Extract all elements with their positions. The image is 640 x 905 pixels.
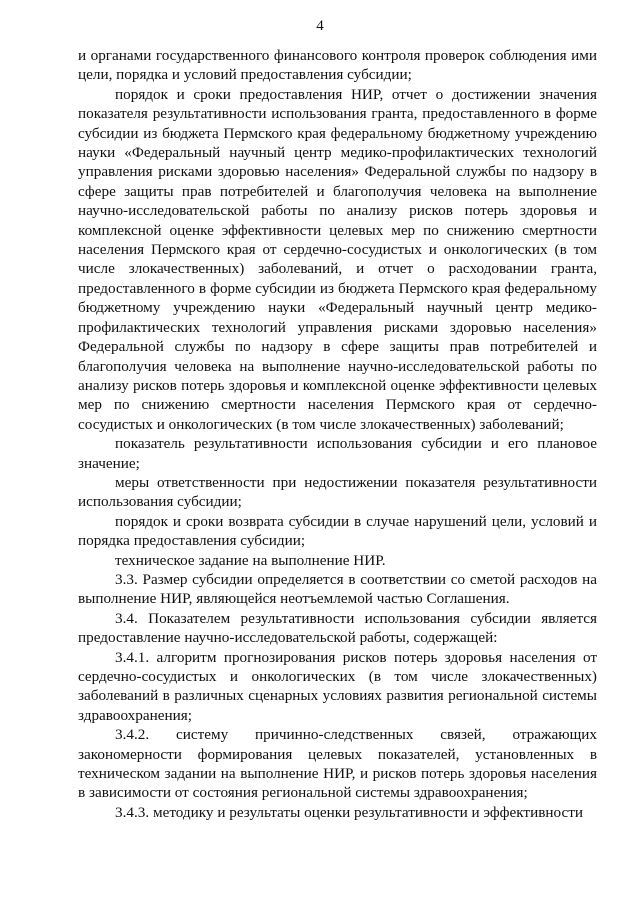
paragraph-3-3: 3.3. Размер субсидии определяется в соответствии со сметой расходов на выполнение НИР, являющейся неотъемлемой частью Соглашения. [78, 570, 597, 608]
page-number: 4 [316, 18, 324, 34]
document-body [78, 46, 597, 822]
paragraph-refund-order: порядок и сроки возврата субсидии в случае нарушений цели, условий и порядка предоставления субсидии; [78, 512, 597, 550]
paragraph-performance-indicator: показатель результативности использования субсидии и его плановое значение; [78, 435, 597, 472]
paragraph-3-4-2: 3.4.2. систему причинно-следственных связей, отражающих закономерности формирования целевых показателей, установленных в техническом задании на выполнение НИР, и рисков потерь здоровья населения в зависимости от состояния региональной системы здравоохранения; [78, 726, 597, 802]
paragraph-continued: и органами государственного финансового контроля проверок соблюдения ими цели, порядка и условий предоставления субсидии; [78, 47, 597, 84]
paragraph-technical-task: техническое задание на выполнение НИР. [115, 551, 386, 569]
paragraph-nir-report-order: порядок и сроки предоставления НИР, отчет о достижении значения показателя результативности использования гранта, предоставленного в форме субсидии из бюджета Пермского края федеральному бюджетному учреждению науки «Федеральный научный центр медико-профилактических технологий управления рисками здоровью населения» Федеральной службы по надзору в сфере защиты прав потребителей и благополучия человека на выполнение научно-исследовательской работы по анализу рисков потерь здоровья и комплексной оценке эффективности целевых мер по снижению смертности населения Пермского края от сердечно-сосудистых и онкологических (в том числе злокачественных) заболеваний, и отчет о расходовании гранта, предоставленного в форме субсидии из бюджета Пермского края федеральному бюджетному учреждению науки «Федеральный научный центр медико-профилактических технологий управления рисками здоровью населения» Федеральной службы по надзору в сфере защиты прав потребителей и благополучия человека на выполнение научно-исследовательской работы по анализу рисков потерь здоровья и комплексной оценке эффективности целевых мер по снижению смертности населения Пермского края от сердечно-сосудистых и онкологических (в том числе злокачественных) заболеваний; [78, 85, 597, 433]
paragraph-3-4-1: 3.4.1. алгоритм прогнозирования рисков потерь здоровья населения от сердечно-сосудистых и онкологических (в том числе злокачественных) заболеваний в различных сценарных условиях развития региональной системы здравоохранения; [78, 648, 597, 724]
paragraph-3-4: 3.4. Показателем результативности использования субсидии является предоставление научно-исследовательской работы, содержащей: [78, 609, 597, 647]
paragraph-3-4-3: 3.4.3. методику и результаты оценки результативности и эффективности [115, 803, 583, 821]
paragraph-responsibility-measures: меры ответственности при недостижении показателя результативности использования субсидии; [78, 473, 597, 511]
